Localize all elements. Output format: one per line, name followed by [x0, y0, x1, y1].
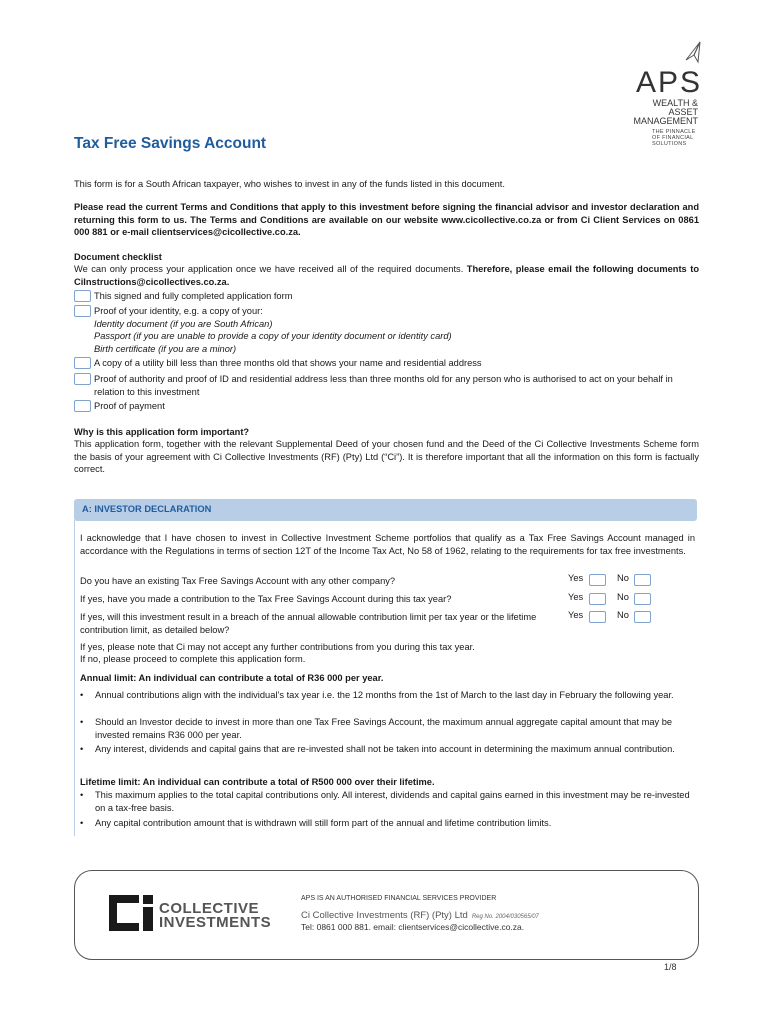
checklist-intro: We can only process your application once we have received all of the required documents. Therefore, please email the following documents to CiInstructions@cicollectives.co.za. [74, 264, 699, 287]
why-body: This application form, together with the relevant Supplemental Deed of your chosen fund and the Deed of the Ci Collective Investments Scheme form the basis of your agreement with Ci Collective Investments (RF) (Pty) Ltd (“Ci”). It is therefore important that all the information on this form is factually correct. [74, 439, 699, 474]
list-item: • Any capital contribution amount that is withdrawn will still form part of the annual and lifetime contribution limits. [80, 818, 552, 828]
yes-label: Yes [568, 573, 584, 583]
no-checkbox[interactable] [634, 593, 651, 605]
intro-text: This form is for a South African taxpayer, who wishes to invest in any of the funds listed in this document. [74, 179, 505, 189]
question-limit-breach: If yes, will this investment result in a breach of the annual allowable contribution limit per tax year or the lifetime contribution limit, as detailed below? [80, 612, 537, 635]
company-name: Ci Collective Investments (RF) (Pty) Ltd Reg No. 2004/030565/07 [301, 910, 539, 921]
why-heading: Why is this application form important? [74, 427, 250, 437]
ci-logo-icon [105, 893, 155, 933]
aps-arrow-icon [682, 40, 704, 66]
aps-tagline: WEALTH & ASSET MANAGEMENT [633, 98, 698, 126]
checklist-item[interactable]: A copy of a utility bill less than three months old that shows your name and residential address [74, 357, 699, 370]
no-label: No [617, 592, 629, 602]
aps-motto: THE PINNACLE OF FINANCIAL SOLUTIONS [652, 129, 696, 147]
note-yes: If yes, please note that Ci may not accept any further contributions from you during this tax year. [80, 642, 475, 652]
section-a-border [74, 520, 75, 836]
list-item: • Annual contributions align with the individual’s tax year i.e. the 12 months from the 1st of March to the last day in February the following year. [80, 690, 674, 700]
page-title: Tax Free Savings Account [74, 135, 267, 152]
checkbox[interactable] [74, 400, 91, 412]
annual-limit-heading: Annual limit: An individual can contribute a total of R36 000 per year. [80, 673, 384, 683]
list-item: • Any interest, dividends and capital gains that are re-invested shall not be taken into account in determining the maximum annual contribution. [80, 744, 675, 754]
lifetime-limit-heading: Lifetime limit: An individual can contribute a total of R500 000 over their lifetime. [80, 777, 435, 787]
section-a-header: A: INVESTOR DECLARATION [74, 499, 697, 521]
checklist-heading: Document checklist [74, 252, 162, 262]
yes-label: Yes [568, 610, 584, 620]
contact-info: Tel: 0861 000 881. email: clientservices@cicollective.co.za. [301, 922, 525, 932]
ci-wordmark: COLLECTIVE INVESTMENTS [159, 900, 272, 931]
checklist-item[interactable]: This signed and fully completed application form [74, 290, 699, 303]
aps-wordmark: APS [636, 66, 703, 99]
question-existing-account: Do you have an existing Tax Free Savings Account with any other company? [80, 576, 396, 586]
page-number: 1/8 [664, 962, 677, 972]
no-checkbox[interactable] [634, 574, 651, 586]
no-label: No [617, 573, 629, 583]
yes-checkbox[interactable] [589, 611, 606, 623]
checkbox[interactable] [74, 373, 91, 385]
footer-panel [74, 870, 699, 960]
investor-acknowledgement: I acknowledge that I have chosen to invest in Collective Investment Scheme portfolios that qualify as a Tax Free Savings Account managed in accordance with the Regulations in terms of section 12T of the Income Tax Act, No 58 of 1962, relating to the requirements for tax free investments. [80, 533, 695, 556]
terms-text: Please read the current Terms and Conditions that apply to this investment before signing the financial advisor and investor declaration and returning this form to us. The Terms and Conditions are available on our website www.cicollective.co.za or from Ci Client Services on 0861 000 881 or e-mail clientservices@cicollective.co.za. [74, 202, 699, 237]
checklist-item[interactable]: Proof of your identity, e.g. a copy of your: Identity document (if you are South African) Passport (if you are unable to provide a copy of your identity document or identity card) Birth certificate (if you are a minor) [74, 305, 699, 355]
checkbox[interactable] [74, 305, 91, 317]
question-contribution-made: If yes, have you made a contribution to the Tax Free Savings Account during this tax year? [80, 594, 452, 604]
checkbox[interactable] [74, 290, 91, 302]
provider-statement: APS IS AN AUTHORISED FINANCIAL SERVICES PROVIDER [301, 895, 497, 902]
yes-checkbox[interactable] [589, 593, 606, 605]
no-checkbox[interactable] [634, 611, 651, 623]
list-item: • Should an Investor decide to invest in more than one Tax Free Savings Account, the maximum annual aggregate capital amount that may be invested remains R36 000 per year. [80, 717, 673, 740]
checkbox[interactable] [74, 357, 91, 369]
yes-checkbox[interactable] [589, 574, 606, 586]
no-label: No [617, 610, 629, 620]
checklist-item[interactable]: Proof of authority and proof of ID and residential address less than three months old for any person who is authorised to act on your behalf in relation to this investment [74, 373, 699, 398]
checklist-item[interactable]: Proof of payment [74, 400, 699, 413]
note-no: If no, please proceed to complete this application form. [80, 654, 306, 664]
list-item: • This maximum applies to the total capital contributions only. All interest, dividends and capital gains earned in this investment may be re-invested on a tax-free basis. [80, 790, 690, 813]
yes-label: Yes [568, 592, 584, 602]
